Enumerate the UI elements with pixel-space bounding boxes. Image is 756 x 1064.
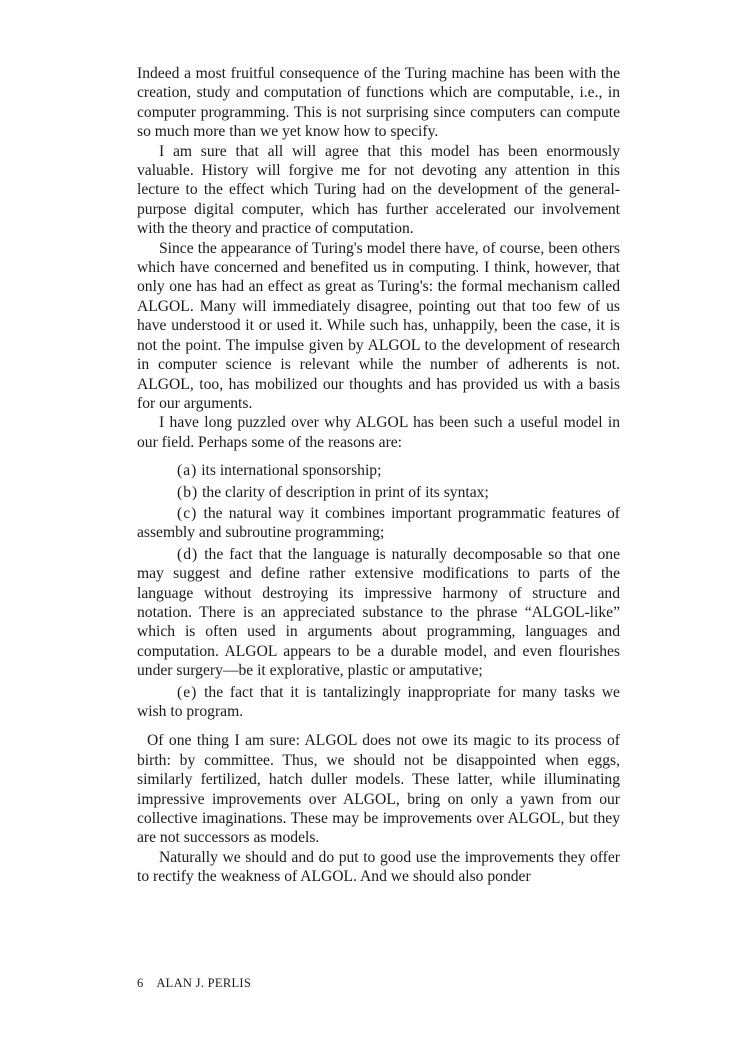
reason-text: the natural way it combines important programmatic features of assembly and subroutine programming;: [137, 504, 620, 542]
reason-marker: (d): [177, 545, 199, 563]
paragraph-puzzled-reasons: I have long puzzled over why ALGOL has been such a useful model in our field. Perhaps some of the reasons are:: [137, 414, 620, 451]
paragraph-model-valuable: I am sure that all will agree that this model has been enormously valuable. History will forgive me for not devoting any attention in this lecture to the effect which Turing had on the development of the general-purpose digital computer, which has further accelerated our involvement with the theory and practice of computation.: [137, 142, 620, 238]
reason-marker: (b): [177, 483, 199, 501]
page-number: 6: [137, 976, 144, 990]
reason-marker: (e): [177, 683, 198, 701]
paragraph-algol-magic: Of one thing I am sure: ALGOL does not owe its magic to its process of birth: by committee. Thus, we should not be disappointed when eggs, similarly fertilized, hatch duller models. These latter, while illuminating impressive improvements over ALGOL, bring on only a yawn from our collective imaginations. These may be improvements over ALGOL, but they are not successors as models.: [137, 732, 620, 847]
page-body: [137, 64, 620, 887]
reasons-list: [137, 461, 620, 721]
paragraph-turing-consequence: Indeed a most fruitful consequence of the Turing machine has been with the creation, study and computation of functions which are computable, i.e., in computer programming. This is not surprising since computers can compute so much more than we yet know how to specify.: [137, 65, 620, 141]
reason-marker: (c): [177, 504, 198, 522]
reason-item-a: [137, 461, 620, 480]
reason-text: its international sponsorship;: [201, 462, 382, 480]
reason-item-c: [137, 504, 620, 543]
reason-text: the clarity of description in print of its syntax;: [202, 483, 489, 501]
reason-text: the fact that it is tantalizingly inappropriate for many tasks we wish to program.: [137, 683, 620, 720]
reason-marker: (a): [177, 462, 198, 480]
paragraph-improvements: Naturally we should and do put to good use the improvements they offer to rectify the weakness of ALGOL. And we should also ponder: [137, 848, 620, 886]
running-author: ALAN J. PERLIS: [156, 976, 252, 990]
reason-item-d: [137, 545, 620, 681]
page-footer: [137, 976, 251, 991]
reason-item-e: [137, 683, 620, 722]
reason-item-b: [137, 483, 620, 502]
paragraph-algol-appearance: Since the appearance of Turing's model there have, of course, been others which have concerned and benefited us in computing. I think, however, that only one has had an effect as great as Turing's: the formal mechanism called ALGOL. Many will immediately disagree, pointing out that too few of us have understood it or used it. While such has, unhappily, been the case, it is not the point. The impulse given by ALGOL to the development of research in computer science is relevant while the number of adherents is not. ALGOL, too, has mobilized our thoughts and has provided us with a basis for our arguments.: [137, 239, 620, 412]
reason-text: the fact that the language is naturally decomposable so that one may suggest and define rather extensive modifications to parts of the language without destroying its impressive harmony of structure and notation. There is an appreciated substance to the phrase “ALGOL-like” which is often used in arguments about programming, languages and computation. ALGOL appears to be a durable model, and even flourishes under surgery—be it explorative, plastic or amputative;: [137, 545, 620, 680]
